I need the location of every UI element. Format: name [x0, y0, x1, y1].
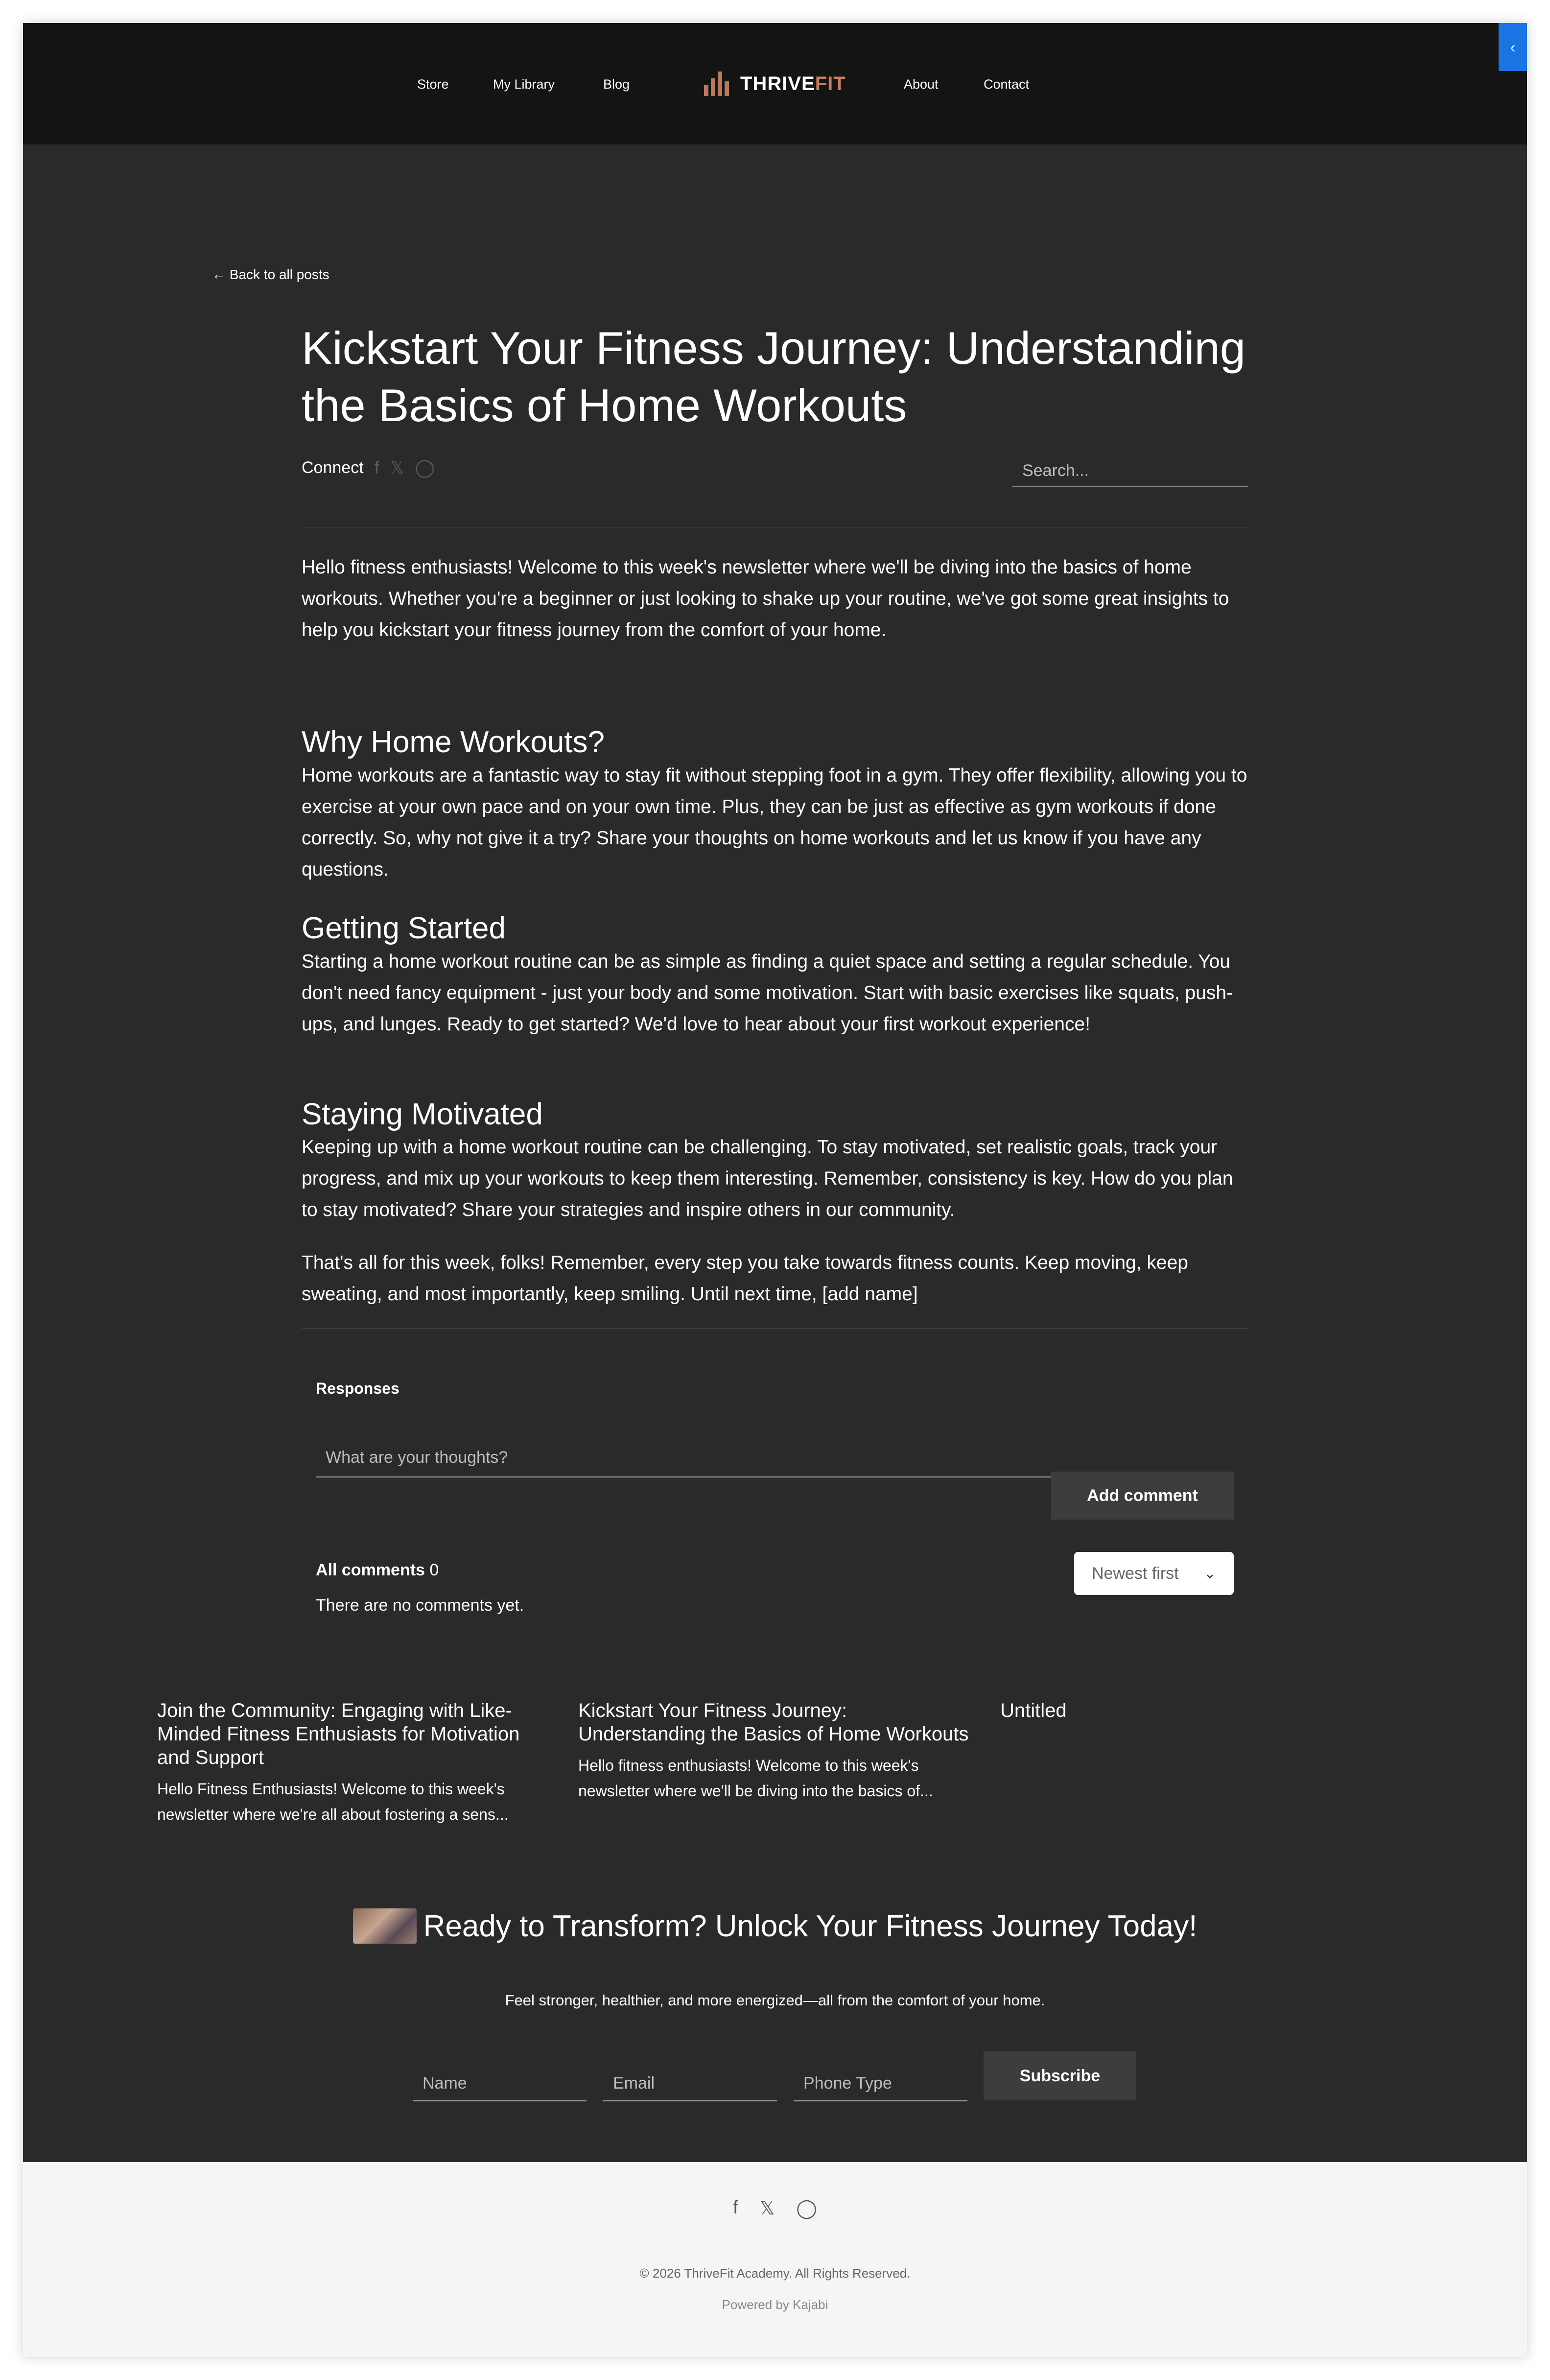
nav-store[interactable]: Store [417, 77, 449, 92]
nav-contact[interactable]: Contact [984, 77, 1030, 92]
x-icon[interactable]: 𝕏 [759, 2198, 775, 2219]
related-post-excerpt: Hello Fitness Enthusiasts! Welcome to this week's newsletter where we're all about fostering a sens... [157, 1780, 509, 1823]
logo-text-a: THRIVE [740, 72, 815, 95]
connect-label: Connect [302, 458, 364, 477]
connect-row [302, 457, 435, 478]
cta-title: Ready to Transform? Unlock Your Fitness Journey Today! [423, 1909, 1198, 1943]
instagram-icon[interactable]: ◯ [796, 2198, 817, 2219]
related-post-card[interactable] [157, 1699, 549, 1827]
related-post-excerpt: Hello fitness enthusiasts! Welcome to this week's newsletter where we'll be diving into the basics of... [578, 1757, 933, 1800]
all-comments-label: All comments [316, 1561, 425, 1579]
powered-by-link[interactable]: Powered by Kajabi [722, 2297, 828, 2312]
divider [302, 527, 1249, 528]
related-post-title[interactable]: Kickstart Your Fitness Journey: Understanding the Basics of Home Workouts [578, 1700, 969, 1745]
site-footer [23, 2162, 1527, 2357]
side-panel-toggle[interactable] [1499, 23, 1527, 71]
section-heading-motivated: Staying Motivated [302, 1097, 543, 1131]
instagram-icon[interactable]: ◯ [415, 457, 435, 477]
facebook-icon[interactable]: f [374, 457, 379, 477]
site-header [23, 23, 1527, 144]
email-field[interactable] [603, 2066, 777, 2101]
related-post-card[interactable] [1000, 1699, 1392, 1729]
section-heading-getting-started: Getting Started [302, 911, 506, 945]
nav-blog[interactable]: Blog [603, 77, 630, 92]
related-post-title[interactable]: Untitled [1000, 1700, 1067, 1721]
post-outro: That's all for this week, folks! Remember, every step you take towards fitness counts. Keep moving, keep sweating, and most importantly, keep smiling. Until next time, [add name] [302, 1252, 1188, 1305]
logo-text-b: FIT [815, 72, 846, 95]
related-post-title[interactable]: Join the Community: Engaging with Like-Minded Fitness Enthusiasts for Motivation and Support [157, 1700, 520, 1768]
cta-heading-row [23, 1908, 1527, 1944]
sort-value: Newest first [1092, 1564, 1179, 1583]
nav-my-library[interactable]: My Library [493, 77, 555, 92]
section-heading-why: Why Home Workouts? [302, 725, 605, 759]
facebook-icon[interactable]: f [733, 2197, 738, 2218]
add-comment-button[interactable]: Add comment [1051, 1472, 1234, 1520]
no-comments-text: There are no comments yet. [316, 1596, 524, 1615]
back-label: Back to all posts [229, 267, 329, 282]
x-icon[interactable]: 𝕏 [390, 457, 404, 477]
page-frame [23, 23, 1527, 2357]
all-comments-count [316, 1561, 439, 1580]
post-title: Kickstart Your Fitness Journey: Understanding the Basics of Home Workouts [302, 322, 1246, 431]
logo-bars-icon [704, 71, 731, 96]
section-body-why: Home workouts are a fantastic way to stay fit without stepping foot in a gym. They offer flexibility, allowing you to exercise at your own pace and on your own time. Plus, they can be just as effective as gym workouts if done correctly. So, why not give it a try? Share your thoughts on home workouts and let us know if you have any questions. [302, 765, 1247, 880]
chevron-down-icon: ⌄ [1203, 1565, 1216, 1582]
nav-about[interactable]: About [904, 77, 939, 92]
name-field[interactable] [413, 2066, 587, 2101]
divider [302, 1328, 1249, 1329]
subscribe-button[interactable]: Subscribe [984, 2051, 1136, 2100]
cta-subtitle: Feel stronger, healthier, and more energized—all from the comfort of your home. [505, 1992, 1045, 2009]
copyright-text: © 2026 ThriveFit Academy. All Rights Reserved. [639, 2266, 911, 2281]
search-input[interactable] [1012, 455, 1248, 487]
chevron-left-icon: ‹ [1510, 38, 1516, 56]
cta-image [353, 1908, 417, 1944]
sort-select[interactable] [1074, 1552, 1234, 1595]
comment-count: 0 [429, 1561, 439, 1579]
back-to-posts-link[interactable] [212, 267, 329, 283]
footer-social [23, 2197, 1527, 2219]
section-body-getting-started: Starting a home workout routine can be as simple as finding a quiet space and setting a regular schedule. You don't need fancy equipment - just your body and some motivation. Start with basic exercises like squats, push-ups, and lunges. Ready to get started? We'd love to hear about your first workout experience! [302, 951, 1233, 1035]
responses-label: Responses [316, 1380, 399, 1397]
site-logo[interactable] [704, 70, 846, 97]
section-body-motivated: Keeping up with a home workout routine can be challenging. To stay motivated, set realistic goals, track your progress, and mix up your workouts to keep them interesting. Remember, consistency is key. How do you plan to stay motivated? Share your strategies and inspire others in our community. [302, 1137, 1233, 1220]
post-intro: Hello fitness enthusiasts! Welcome to this week's newsletter where we'll be diving into the basics of home workouts. Whether you're a beginner or just looking to shake up your routine, we've got some great insights to help you kickstart your fitness journey from the comfort of your home. [302, 557, 1229, 641]
arrow-left-icon: ← [212, 267, 226, 282]
phone-field[interactable] [794, 2066, 967, 2101]
related-post-card[interactable] [578, 1699, 970, 1804]
